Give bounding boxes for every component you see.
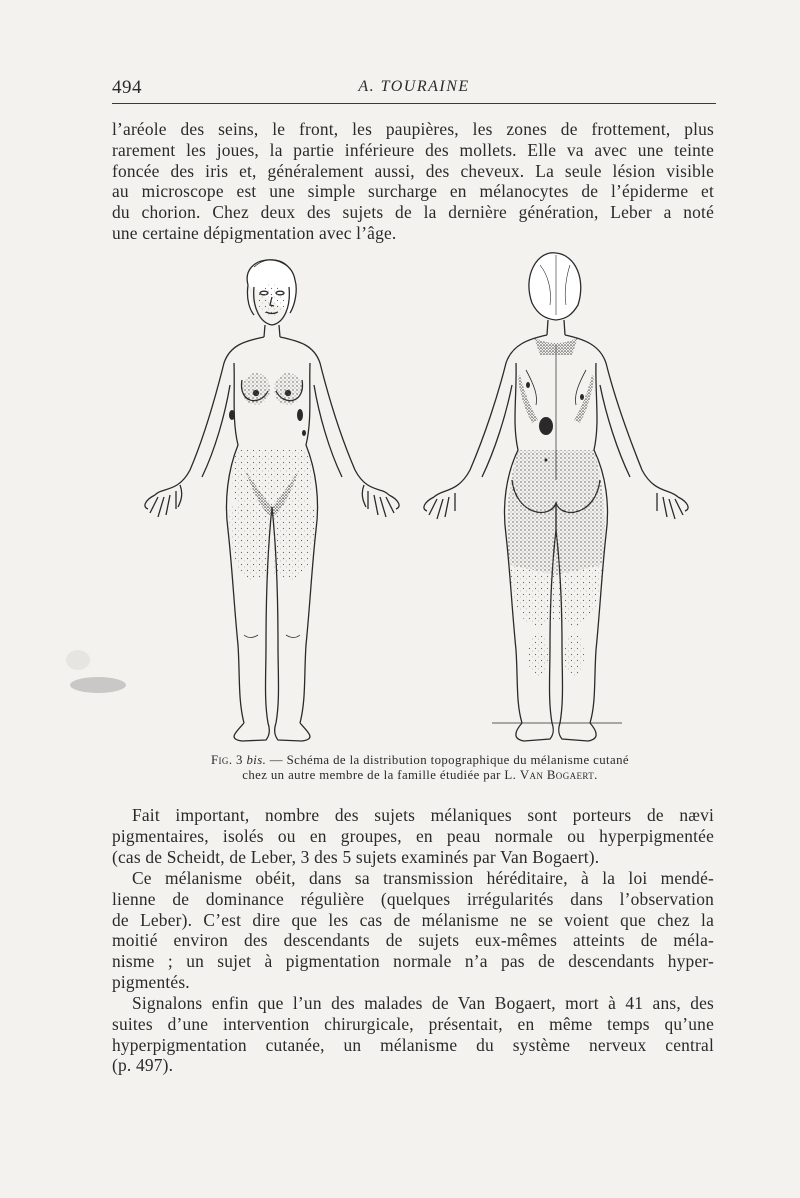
caption-prefix: Fig.	[211, 753, 233, 767]
front-pigmentation	[229, 284, 314, 580]
ink-smudge	[58, 640, 148, 710]
text-line: foncée des iris et, généralement aussi, des cheveux. La seule lésion visible	[112, 160, 714, 181]
page-number: 494	[112, 77, 142, 98]
page-header	[112, 77, 716, 99]
paragraph-4	[112, 993, 714, 1076]
caption-line-2	[140, 768, 700, 783]
caption-line-1	[140, 753, 700, 768]
paragraph-2	[112, 805, 714, 867]
caption-bis: bis.	[246, 753, 267, 767]
text-line: hyperpigmentation cutanée, un mélanisme du système nerveux central	[112, 1034, 714, 1055]
running-head: A. TOURAINE	[358, 78, 470, 95]
text-line: de Leber). C’est dire que les cas de mélanisme ne se voient que chez la	[112, 909, 714, 930]
text-line: nisme ; un sujet à pigmentation normale n’a pas de descendants hyper-	[112, 951, 714, 972]
text-line: rarement les joues, la partie inférieure des mollets. Elle va avec une teinte	[112, 139, 714, 160]
text-line: Signalons enfin que l’un des malades de Van Bogaert, mort à 41 ans, des	[132, 993, 714, 1013]
caption-author: Van Bogaert.	[519, 768, 598, 782]
paragraph-1	[112, 119, 714, 244]
text-line: Ce mélanisme obéit, dans sa transmission héréditaire, à la loi mendé-	[132, 868, 714, 888]
text-line: suites d’une intervention chirurgicale, présentait, en même temps qu’une	[112, 1013, 714, 1034]
text-line: lienne de dominance régulière (quelques irrégularités dans l’observation	[112, 888, 714, 909]
text-line: (cas de Scheidt, de Leber, 3 des 5 sujets examinés par Van Bogaert).	[112, 846, 600, 867]
paragraph-3	[112, 868, 714, 993]
header-rule	[112, 103, 716, 104]
figure-caption	[140, 753, 700, 783]
figure-body-schematic	[120, 245, 710, 750]
text-line: au microscope est une simple surcharge en mélanocytes de l’épiderme et	[112, 181, 714, 202]
text-line: du chorion. Chez deux des sujets de la dernière génération, Leber a noté	[112, 202, 714, 223]
text-line: une certaine dépigmentation avec l’âge.	[112, 222, 397, 243]
caption-text-1: — Schéma de la distribution topographique du mélanisme cutané	[266, 753, 629, 767]
text-line: pigmentés.	[112, 971, 190, 992]
text-line: pigmentaires, isolés ou en groupes, en peau normale ou hyperpigmentée	[112, 825, 714, 846]
text-line: moitié environ des descendants de sujets eux-mêmes atteints de méla-	[112, 930, 714, 951]
caption-text-2: chez un autre membre de la famille étudiée par L.	[242, 768, 520, 782]
text-line: Fait important, nombre des sujets mélaniques sont porteurs de nævi	[132, 805, 714, 825]
text-line: l’aréole des seins, le front, les paupières, les zones de frottement, plus	[112, 119, 714, 139]
caption-number: 3	[236, 753, 243, 767]
text-line: (p. 497).	[112, 1055, 174, 1076]
